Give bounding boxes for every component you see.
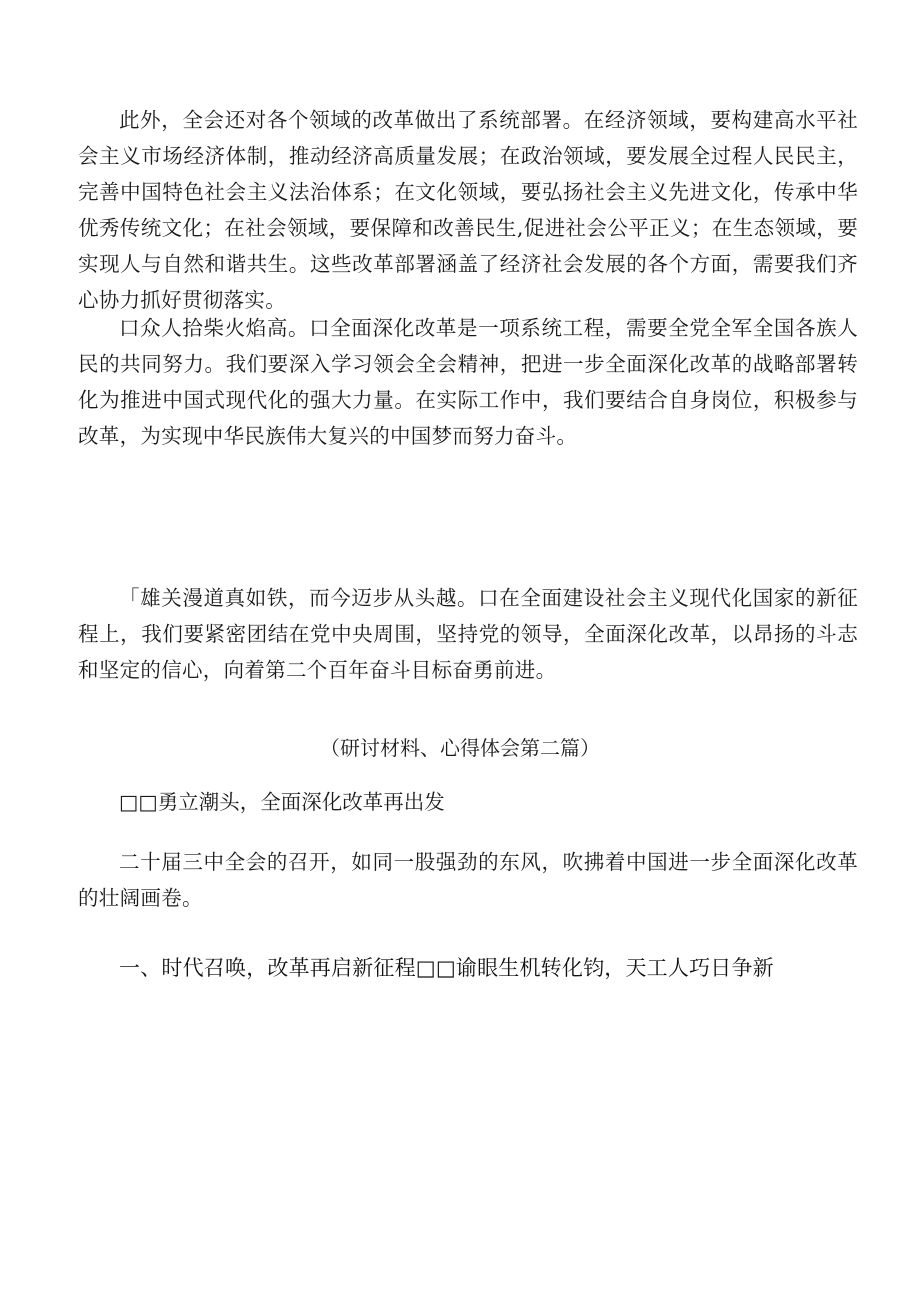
paragraph-collective-effort: 口众人拾柴火焰高。口全面深化改革是一项系统工程，需要全党全军全国各族人民的共同努力。我们要深入学习领会全会精神，把进一步全面深化改革的战略部署转化为推进中国式现代化的强大力量。在实际工作中，我们要结合自身岗位，积极参与改革，为实现中华民族伟大复兴的中国梦而努力奋斗。 [78,316,858,448]
paragraph-introduction: 二十届三中全会的召开，如同一股强劲的东风，吹拂着中国进一步全面深化改革的壮阔画卷。 [78,850,858,910]
paragraph-reform-deployment: 此外，全会还对各个领域的改革做出了系统部署。在经济领域，要构建高水平社会主义市场经济体制，推动经济高质量发展；在政治领域，要发展全过程人民民主，完善中国特色社会主义法治体系；在文化领域，要弘扬社会主义先进文化，传承中华优秀传统文化；在社会领域，要保障和改善民生,促进社会公平正义；在生态领域，要实现人与自然和谐共生。这些改革部署涵盖了经济社会发展的各个方面，需要我们齐心协力抓好贯彻落实。 [78,108,858,312]
section-subtitle: （研讨材料、心得体会第二篇） [320,736,600,760]
paragraph-new-journey: 「雄关漫道真如铁，而今迈步从头越。口在全面建设社会主义现代化国家的新征程上，我们要紧密团结在党中央周围，坚持党的领导，全面深化改革，以昂扬的斗志和坚定的信心，向着第二个百年奋斗目标奋勇前进。 [78,586,858,682]
section-heading-one: 一、时代召唤，改革再启新征程□□谕眼生机转化钧，天工人巧日争新 [119,956,774,980]
article-title-line: □□勇立潮头，全面深化改革再出发 [119,790,445,814]
